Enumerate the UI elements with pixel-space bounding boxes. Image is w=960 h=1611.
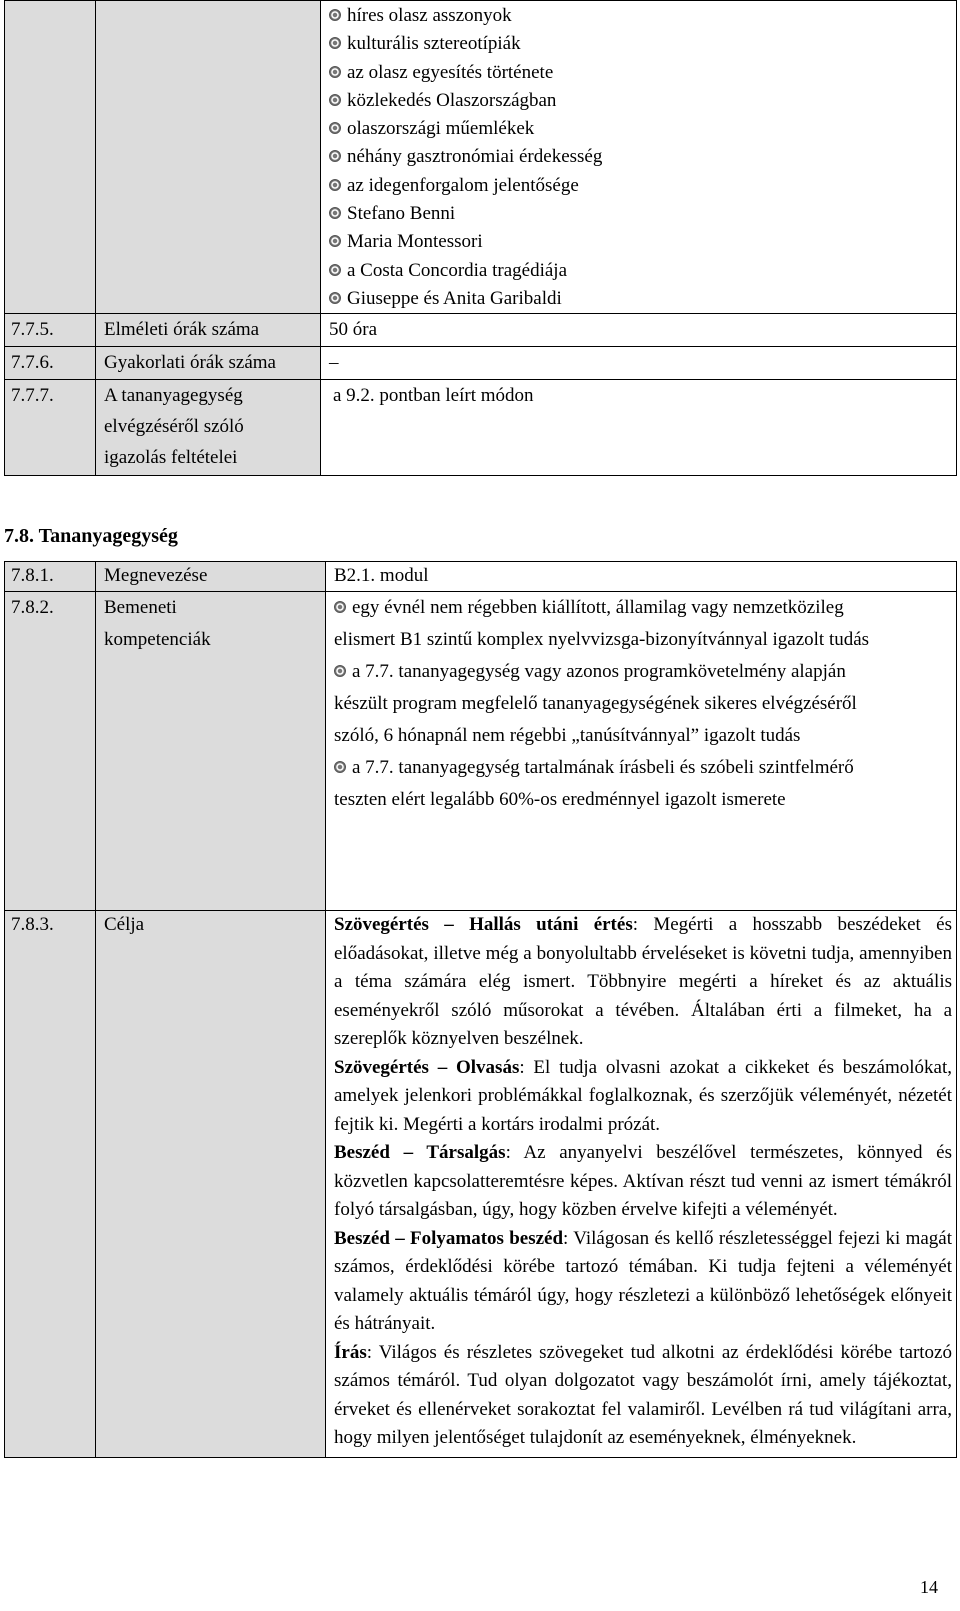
- topic-list: [325, 2, 956, 313]
- row-value: –: [321, 347, 957, 380]
- row-label: Megnevezése: [96, 562, 326, 592]
- goal-paragraph: Beszéd – Társalgás: Az anyanyelvi beszélővel természetes, könnyed és közvetlen kapcsolatteremtésre képes. Aktívan részt tud venni az ismert témákról folyó társalgásban, úgy, hogy közben érvelve kifejti a véleményét.: [334, 1142, 952, 1220]
- row-num: 7.8.3.: [5, 911, 96, 1458]
- competency-cell: [326, 592, 957, 911]
- row-value: 50 óra: [321, 314, 957, 347]
- bullet-icon: [329, 150, 341, 162]
- row-label: Elméleti órák száma: [96, 314, 321, 347]
- section-title: 7.8. Tananyagegység: [4, 525, 178, 547]
- row-label: A tananyagegység elvégzéséről szóló igazolás feltételei: [96, 380, 321, 476]
- empty-label-cell: [96, 1, 321, 314]
- topic-item: Stefano Benni: [325, 200, 956, 228]
- bullet-icon: [329, 122, 341, 134]
- competency-item: a 7.7. tananyagegység tartalmának írásbeli és szóbeli szintfelmérő teszten elért legalább 60%-os eredménnyel igazolt ismerete: [334, 757, 854, 810]
- goal-paragraph: Szövegértés – Hallás utáni értés: Megérti a hosszabb beszédeket és előadásokat, illetve még a bonyolultabb érveléseket is követni tudja, amennyiben a téma számára elég ismert. Többnyire megérti a híreket és az aktuális eseményekről szóló műsorokat a tévében. Általában érti a filmeket, ha a szereplők köznyelven beszélnek.: [334, 914, 952, 1049]
- row-value: a 9.2. pontban leírt módon: [321, 380, 957, 476]
- topic-item: kulturális sztereotípiák: [325, 30, 956, 58]
- row-num: 7.7.6.: [5, 347, 96, 380]
- bullet-icon: [329, 66, 341, 78]
- topic-item: a Costa Concordia tragédiája: [325, 257, 956, 285]
- row-label: Gyakorlati órák száma: [96, 347, 321, 380]
- top-table: [4, 0, 957, 476]
- topic-item: az idegenforgalom jelentősége: [325, 172, 956, 200]
- page-number: 14: [920, 1577, 938, 1597]
- row-label: Célja: [96, 911, 326, 1458]
- topic-item: Giuseppe és Anita Garibaldi: [325, 285, 956, 313]
- goal-cell: [326, 911, 957, 1458]
- bullet-icon: [329, 179, 341, 191]
- bullet-icon: [334, 761, 346, 773]
- topic-item: az olasz egyesítés története: [325, 59, 956, 87]
- goal-paragraph: Írás: Világos és részletes szövegeket tud alkotni az érdeklődési körébe tartozó számos témáról. Tud olyan dolgozatot vagy beszámolót írni, amely tájékoztat, érveket és ellenérveket sorakoztat fel valamiről. Levélben rá tud világítani arra, hogy milyen jelentőséget tulajdonít az eseményeknek, élményeknek.: [334, 1341, 952, 1448]
- topic-item: néhány gasztronómiai érdekesség: [325, 143, 956, 171]
- topic-item: Maria Montessori: [325, 228, 956, 256]
- bullet-icon: [329, 207, 341, 219]
- row-value: B2.1. modul: [326, 562, 957, 592]
- bullet-icon: [334, 601, 346, 613]
- row-num: 7.8.1.: [5, 562, 96, 592]
- bullet-icon: [329, 292, 341, 304]
- unit-table: [4, 561, 957, 1458]
- row-num: 7.7.5.: [5, 314, 96, 347]
- competency-item: egy évnél nem régebben kiállított, államilag vagy nemzetközileg elismert B1 szintű komplex nyelvvizsga-bizonyítvánnyal igazolt tudás: [334, 597, 870, 650]
- bullet-icon: [329, 94, 341, 106]
- empty-num-cell: [5, 1, 96, 314]
- row-num: 7.7.7.: [5, 380, 96, 476]
- bullet-icon: [334, 665, 346, 677]
- bullet-icon: [329, 264, 341, 276]
- goal-paragraph: Beszéd – Folyamatos beszéd: Világosan és kellő részletességgel fejezi ki magát számos, érdeklődési körébe tartozó témában. Ki tudja fejteni a véleményét valamely aktuális témáról úgy, hogy részletezi a különböző lehetőségek előnyeit és hátrányait.: [334, 1227, 952, 1334]
- goal-paragraph: Szövegértés – Olvasás: El tudja olvasni azokat a cikkeket és beszámolókat, amelyek jelenkori problémákkal foglalkoznak, és szerzőjük véleményét, nézetét fejtik ki. Megérti a kortárs irodalmi prózát.: [334, 1056, 952, 1135]
- bullet-icon: [329, 9, 341, 21]
- topic-item: híres olasz asszonyok: [325, 2, 956, 30]
- bullet-icon: [329, 235, 341, 247]
- competency-item: a 7.7. tananyagegység vagy azonos programkövetelmény alapján készült program megfelelő tananyagegységének sikeres elvégzéséről szóló, 6 hónapnál nem régebbi „tanúsítvánnyal” igazolt tudás: [334, 661, 857, 746]
- bullet-icon: [329, 37, 341, 49]
- topic-item: közlekedés Olaszországban: [325, 87, 956, 115]
- topic-item: olaszországi műemlékek: [325, 115, 956, 143]
- topic-list-cell: [321, 1, 957, 314]
- row-num: 7.8.2.: [5, 592, 96, 911]
- row-label: Bemeneti kompetenciák: [96, 592, 326, 911]
